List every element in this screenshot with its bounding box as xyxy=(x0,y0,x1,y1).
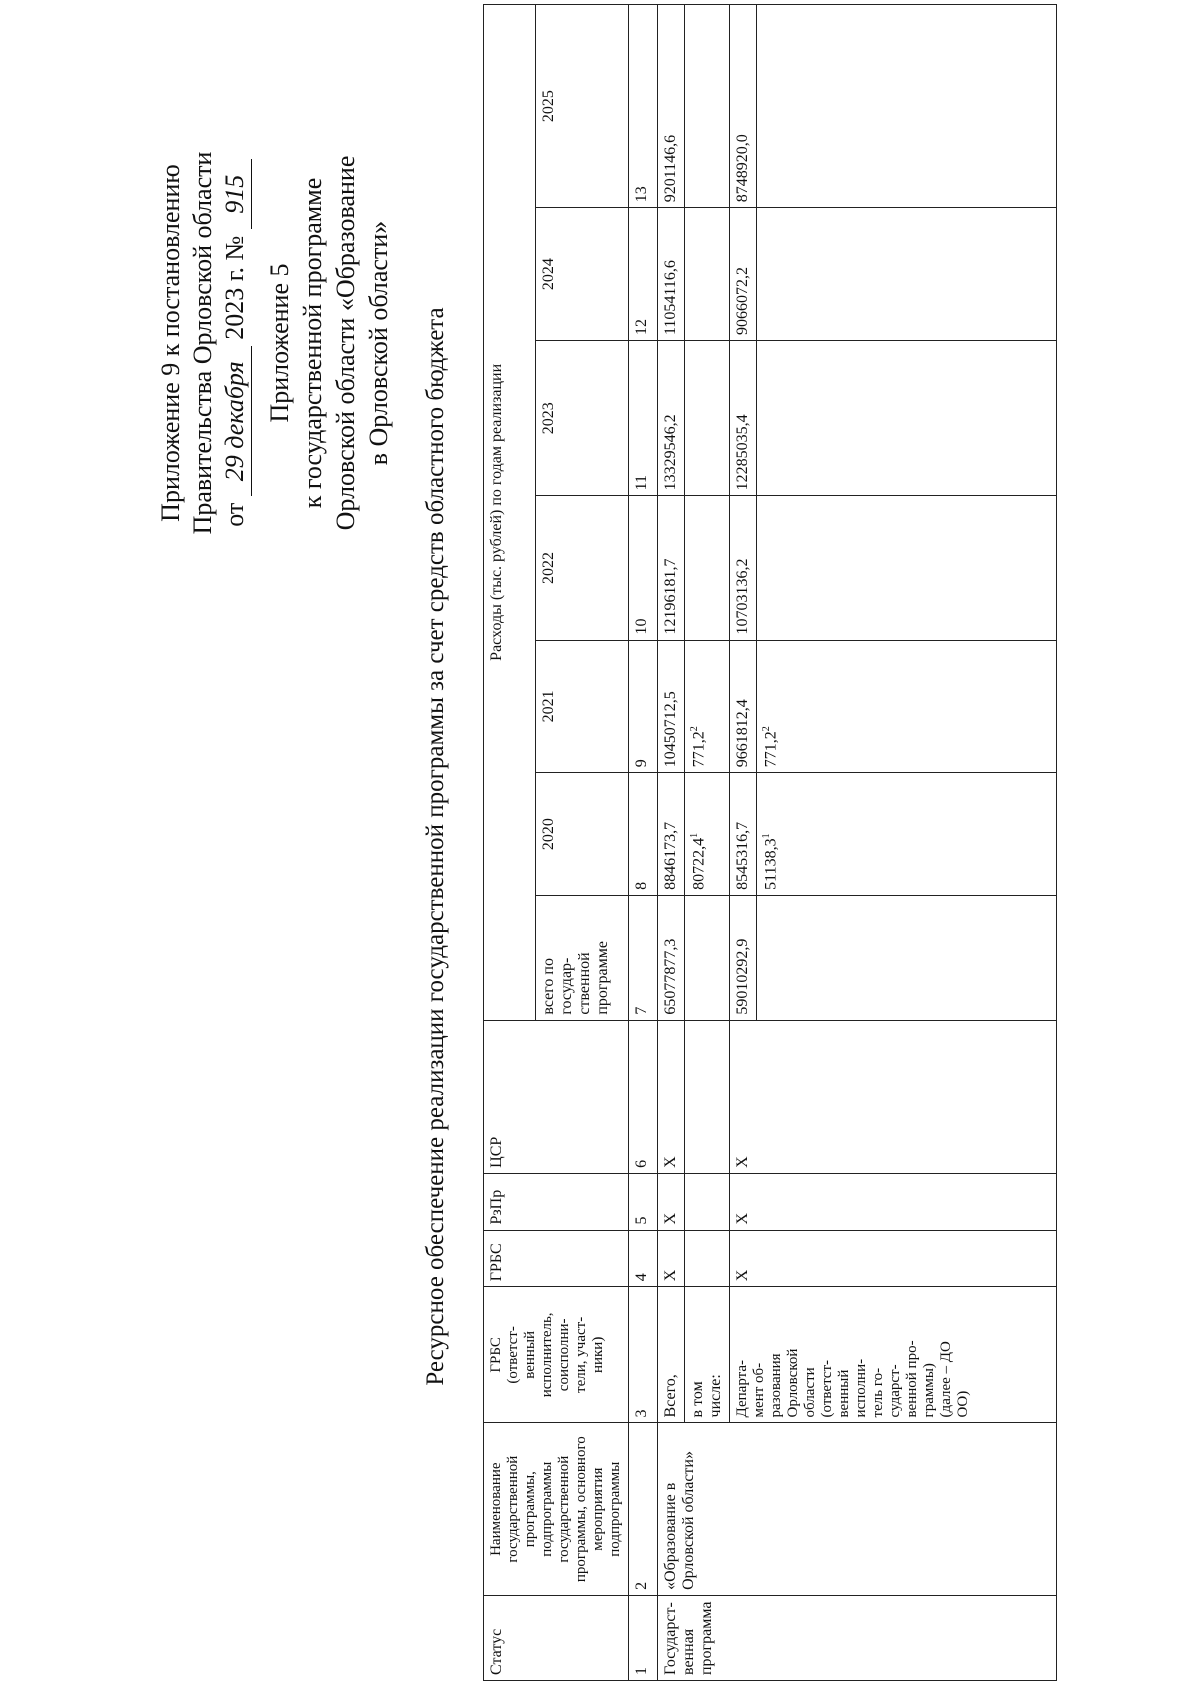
dept-value-all: 59010292,9 xyxy=(730,895,757,1020)
table-row-total xyxy=(658,5,685,1681)
appendix-5-header xyxy=(263,0,395,693)
appendix-9-line1: Приложение 9 к постановлению xyxy=(156,164,185,522)
total-value-all: 65077877,3 xyxy=(658,895,685,1020)
total-grbs: Х xyxy=(658,1230,685,1287)
total-csr: Х xyxy=(658,1020,685,1173)
total-value-2020: 8846173,7 xyxy=(658,773,685,896)
col-expenses-header: Расходы (тыс. рублей) по годам реализации xyxy=(484,5,536,1021)
colnum-5: 5 xyxy=(629,1173,658,1230)
dept-value-2024: 9066072,2 xyxy=(730,208,757,341)
colnum-10: 10 xyxy=(629,496,658,640)
total-value-2021: 10450712,5 xyxy=(658,640,685,773)
program-name-cell: «Образование в Орловской области» xyxy=(658,1423,1057,1595)
colnum-9: 9 xyxy=(629,640,658,773)
col-total-header: всего по государ- ственной программе xyxy=(535,895,628,1020)
including-value-2020: 80722,4$^1$ xyxy=(685,773,730,896)
dept-value-2025: 8748920,0 xyxy=(730,5,757,208)
dept-value-2022: 10703136,2 xyxy=(730,496,757,640)
col-year-2020: 2020 xyxy=(535,773,628,896)
status-cell: Государст- венная программа xyxy=(658,1595,1057,1680)
col-rzpr-header: РзПр xyxy=(484,1173,629,1230)
dept-grbs: Х xyxy=(730,1230,1057,1287)
dept-value-2021: 9661812,4 xyxy=(730,640,757,773)
document-title: Ресурсное обеспечение реализации государственной программы за счет средств областного бюджета xyxy=(422,307,449,1386)
column-number-row xyxy=(629,5,658,1681)
col-year-2023: 2023 xyxy=(535,340,628,495)
from-label: от xyxy=(220,502,249,527)
col-year-2022: 2022 xyxy=(535,496,628,640)
resource-table xyxy=(483,4,1057,1681)
appendix-9-date-line xyxy=(219,0,252,693)
colnum-1: 1 xyxy=(629,1595,658,1680)
including-value-2021: 771,2$^2$ xyxy=(685,640,730,773)
dept-csr: Х xyxy=(730,1020,1057,1173)
including-label: в том числе: xyxy=(685,1287,730,1423)
header-row-1 xyxy=(484,5,536,1681)
colnum-6: 6 xyxy=(629,1020,658,1173)
handwritten-number: 915 xyxy=(219,159,252,229)
handwritten-date: 29 декабря xyxy=(219,346,252,496)
col-status-header: Статус xyxy=(484,1595,629,1680)
colnum-13: 13 xyxy=(629,5,658,208)
colnum-3: 3 xyxy=(629,1287,658,1423)
dept-label: Департа- мент об- разования Орловской области (ответст- венный исполни- тель го- сударст- венной про- граммы) (далее – ДО ОО) xyxy=(730,1287,1057,1423)
appendix-5-line3: Орловской области «Образование xyxy=(331,155,360,531)
appendix-5-line4: в Орловской области» xyxy=(364,220,393,466)
year-text: 2023 г. № xyxy=(220,235,249,340)
col-year-2021: 2021 xyxy=(535,640,628,773)
appendix-9-header xyxy=(155,0,252,693)
colnum-11: 11 xyxy=(629,340,658,495)
total-value-2022: 12196181,7 xyxy=(658,496,685,640)
colnum-2: 2 xyxy=(629,1423,658,1595)
colnum-7: 7 xyxy=(629,895,658,1020)
dept-value-2020: 8545316,7 xyxy=(730,773,757,896)
total-label: Всего, xyxy=(658,1287,685,1423)
appendix-5-line1: Приложение 5 xyxy=(265,263,294,423)
colnum-12: 12 xyxy=(629,208,658,341)
total-value-2024: 11054116,6 xyxy=(658,208,685,341)
total-value-2025: 9201146,6 xyxy=(658,5,685,208)
colnum-4: 4 xyxy=(629,1230,658,1287)
col-grbs-header: ГРБС xyxy=(484,1230,629,1287)
col-csr-header: ЦСР xyxy=(484,1020,629,1173)
col-grbs-role-header: ГРБС (ответст- венный исполнитель, соисполни- тели, участ- ники) xyxy=(484,1287,629,1423)
appendix-5-line2: к государственной программе xyxy=(298,177,327,509)
appendix-9-line2: Правительства Орловской области xyxy=(188,151,217,535)
col-year-2024: 2024 xyxy=(535,208,628,341)
col-name-header: Наименование государственной программы, подпрограммы государственной программы, основного мероприятия подпрограммы xyxy=(484,1423,629,1595)
dept-rzpr: Х xyxy=(730,1173,1057,1230)
dept-note-2021: 771,2$^2$ xyxy=(757,640,1057,773)
total-rzpr: Х xyxy=(658,1173,685,1230)
dept-note-2020: 51138,3$^1$ xyxy=(757,773,1057,896)
total-value-2023: 13329546,2 xyxy=(658,340,685,495)
colnum-8: 8 xyxy=(629,773,658,896)
col-year-2025: 2025 xyxy=(535,5,628,208)
dept-value-2023: 12285035,4 xyxy=(730,340,757,495)
